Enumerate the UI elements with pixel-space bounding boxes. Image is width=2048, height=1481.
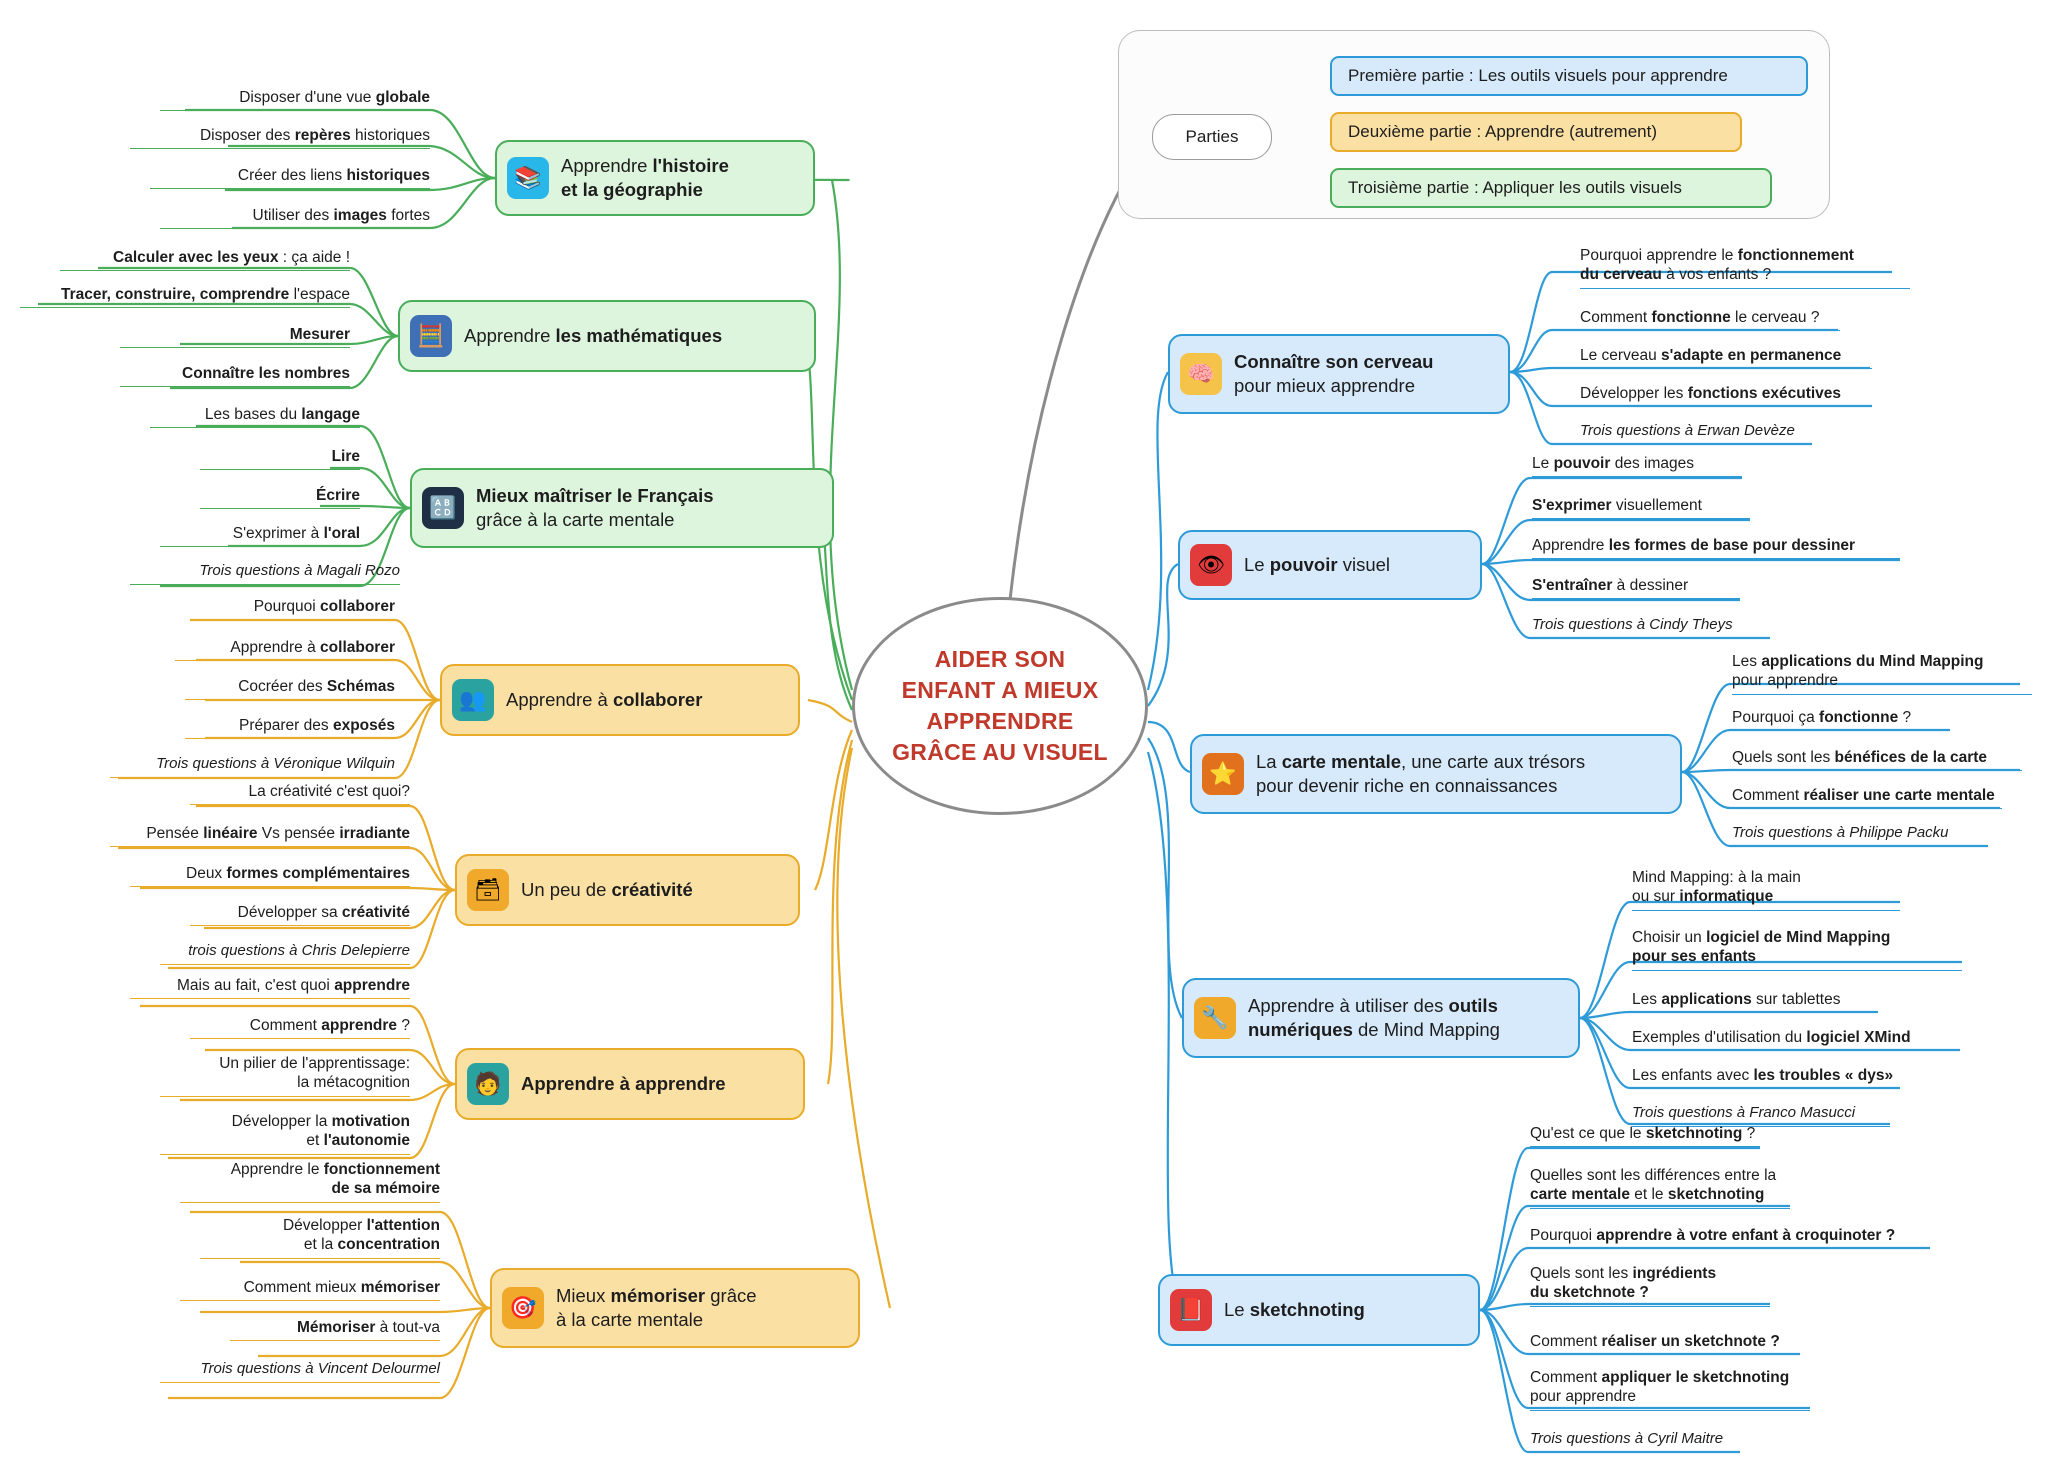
branch-carte-mentale-label: La carte mentale, une carte aux trésors pour devenir riche en connaissances (1256, 750, 1586, 796)
leaf-creativite-2[interactable]: Pensée linéaire Vs pensée irradiante (110, 824, 410, 847)
leaf-histoire-3[interactable]: Créer des liens historiques (150, 166, 430, 189)
branch-cerveau[interactable] (1168, 334, 1510, 414)
leaf-francais-2[interactable]: Lire (200, 447, 360, 470)
branch-pouvoir-visuel[interactable] (1178, 530, 1482, 600)
leaf-sketch-5[interactable]: Comment réaliser un sketchnote ? (1530, 1332, 1800, 1355)
student-icon: 🧑 (467, 1063, 509, 1105)
leaf-cerveau-1[interactable]: Pourquoi apprendre le fonctionnement du cerveau à vos enfants ? (1580, 246, 1910, 289)
parties-node[interactable] (1152, 114, 1272, 160)
brain-icon: 🧠 (1180, 353, 1222, 395)
target-icon: 🎯 (502, 1287, 544, 1329)
branch-outils-numeriques[interactable] (1182, 978, 1580, 1058)
leaf-creativite-5[interactable]: trois questions à Chris Delepierre (160, 942, 410, 965)
branch-cerveau-label: Connaître son cerveau pour mieux apprendre (1234, 350, 1434, 396)
leaf-outils-2[interactable]: Choisir un logiciel de Mind Mapping pour ses enfants (1632, 928, 1962, 971)
leaf-memoriser-3[interactable]: Comment mieux mémoriser (180, 1278, 440, 1301)
leaf-memoriser-4[interactable]: Mémoriser à tout-va (230, 1318, 440, 1341)
leaf-sketch-2[interactable]: Quelles sont les différences entre la carte mentale et le sketchnoting (1530, 1166, 1790, 1209)
branch-histoire-label: Apprendre l'histoire et la géographie (561, 154, 729, 200)
central-topic-label: AIDER SON ENFANT A MIEUX APPRENDRE GRÂCE AU VISUEL (892, 645, 1108, 766)
leaf-memoriser-2[interactable]: Développer l'attention et la concentration (200, 1216, 440, 1259)
leaf-outils-6[interactable]: Trois questions à Franco Masucci (1632, 1104, 1890, 1127)
leaf-histoire-4[interactable]: Utiliser des images fortes (160, 206, 430, 229)
central-topic[interactable] (852, 597, 1148, 815)
leaf-carte-3[interactable]: Quels sont les bénéfices de la carte (1732, 748, 2022, 771)
collaborate-icon: 👥 (452, 679, 494, 721)
partie-1-box[interactable] (1330, 56, 1808, 96)
leaf-sketch-6[interactable]: Comment appliquer le sketchnoting pour apprendre (1530, 1368, 1810, 1411)
branch-pouvoir-visuel-label: Le pouvoir visuel (1244, 553, 1391, 575)
leaf-pouvoir-3[interactable]: Apprendre les formes de base pour dessiner (1532, 536, 1900, 559)
leaf-collaborer-4[interactable]: Préparer des exposés (185, 716, 395, 739)
branch-creativite-label: Un peu de créativité (521, 878, 693, 900)
leaf-maths-3[interactable]: Mesurer (120, 325, 350, 348)
branch-sketchnoting-label: Le sketchnoting (1224, 1298, 1365, 1320)
branch-apprendre-label: Apprendre à apprendre (521, 1072, 726, 1094)
leaf-outils-1[interactable]: Mind Mapping: à la main ou sur informatique (1632, 868, 1900, 911)
parties-node-label: Parties (1185, 127, 1239, 146)
leaf-collaborer-2[interactable]: Apprendre à collaborer (175, 638, 395, 661)
branch-mathematiques[interactable] (398, 300, 816, 372)
calculator-icon: 🧮 (410, 315, 452, 357)
leaf-apprendre-4[interactable]: Développer la motivation et l'autonomie (160, 1112, 410, 1155)
books-icon: 📚 (507, 157, 549, 199)
branch-francais[interactable] (410, 468, 834, 548)
leaf-carte-2[interactable]: Pourquoi ça fonctionne ? (1732, 708, 1950, 731)
leaf-collaborer-1[interactable]: Pourquoi collaborer (190, 597, 395, 620)
branch-collaborer-label: Apprendre à collaborer (506, 688, 703, 710)
leaf-cerveau-3[interactable]: Le cerveau s'adapte en permanence (1580, 346, 1872, 369)
leaf-histoire-2[interactable]: Disposer des repères historiques (130, 126, 430, 149)
partie-3-box[interactable] (1330, 168, 1772, 208)
branch-outils-numeriques-label: Apprendre à utiliser des outils numériques de Mind Mapping (1248, 994, 1500, 1040)
partie-3-label: Troisième partie : Appliquer les outils visuels (1348, 178, 1682, 197)
leaf-cerveau-2[interactable]: Comment fonctionne le cerveau ? (1580, 308, 1840, 331)
leaf-apprendre-2[interactable]: Comment apprendre ? (190, 1016, 410, 1039)
leaf-maths-2[interactable]: Tracer, construire, comprendre l'espace (20, 285, 350, 308)
notebook-icon: 📕 (1170, 1289, 1212, 1331)
leaf-francais-4[interactable]: S'exprimer à l'oral (160, 524, 360, 547)
tools-icon: 🔧 (1194, 997, 1236, 1039)
leaf-pouvoir-1[interactable]: Le pouvoir des images (1532, 454, 1742, 477)
leaf-outils-3[interactable]: Les applications sur tablettes (1632, 990, 1878, 1013)
leaf-pouvoir-2[interactable]: S'exprimer visuellement (1532, 496, 1750, 519)
leaf-creativite-4[interactable]: Développer sa créativité (190, 903, 410, 926)
leaf-sketch-7[interactable]: Trois questions à Cyril Maitre (1530, 1430, 1740, 1453)
leaf-apprendre-3[interactable]: Un pilier de l'apprentissage: la métacognition (160, 1054, 410, 1097)
branch-apprendre[interactable] (455, 1048, 805, 1120)
leaf-carte-5[interactable]: Trois questions à Philippe Packu (1732, 824, 1988, 847)
branch-histoire[interactable] (495, 140, 815, 216)
leaf-cerveau-5[interactable]: Trois questions à Erwan Devèze (1580, 422, 1812, 445)
leaf-maths-1[interactable]: Calculer avec les yeux : ça aide ! (60, 248, 350, 271)
leaf-outils-5[interactable]: Les enfants avec les troubles « dys» (1632, 1066, 1900, 1089)
branch-sketchnoting[interactable] (1158, 1274, 1480, 1346)
idea-box-icon: 🗃 (467, 869, 509, 911)
leaf-cerveau-4[interactable]: Développer les fonctions exécutives (1580, 384, 1872, 407)
leaf-creativite-1[interactable]: La créativité c'est quoi? (190, 782, 410, 805)
partie-2-label: Deuxième partie : Apprendre (autrement) (1348, 122, 1657, 141)
branch-mathematiques-label: Apprendre les mathématiques (464, 324, 723, 346)
branch-francais-label: Mieux maîtriser le Français grâce à la carte mentale (476, 484, 714, 530)
leaf-francais-1[interactable]: Les bases du langage (150, 405, 360, 428)
leaf-creativite-3[interactable]: Deux formes complémentaires (130, 864, 410, 887)
leaf-pouvoir-4[interactable]: S'entraîner à dessiner (1532, 576, 1740, 599)
partie-2-box[interactable] (1330, 112, 1742, 152)
leaf-carte-4[interactable]: Comment réaliser une carte mentale (1732, 786, 2002, 809)
leaf-memoriser-1[interactable]: Apprendre le fonctionnement de sa mémoire (180, 1160, 440, 1203)
leaf-carte-1[interactable]: Les applications du Mind Mapping pour apprendre (1732, 652, 2032, 695)
star-map-icon: ⭐ (1202, 753, 1244, 795)
branch-collaborer[interactable] (440, 664, 800, 736)
branch-memoriser[interactable] (490, 1268, 860, 1348)
leaf-maths-4[interactable]: Connaître les nombres (120, 364, 350, 387)
leaf-sketch-4[interactable]: Quels sont les ingrédients du sketchnote ? (1530, 1264, 1770, 1307)
leaf-collaborer-5[interactable]: Trois questions à Véronique Wilquin (110, 755, 395, 778)
partie-1-label: Première partie : Les outils visuels pour apprendre (1348, 66, 1728, 85)
leaf-apprendre-1[interactable]: Mais au fait, c'est quoi apprendre (130, 976, 410, 999)
leaf-histoire-1[interactable]: Disposer d'une vue globale (160, 88, 430, 111)
leaf-sketch-1[interactable]: Qu'est ce que le sketchnoting ? (1530, 1124, 1760, 1147)
branch-carte-mentale[interactable] (1190, 734, 1682, 814)
leaf-francais-5[interactable]: Trois questions à Magali Rozo (130, 562, 400, 585)
abc-icon: 🔠 (422, 487, 464, 529)
branch-creativite[interactable] (455, 854, 800, 926)
leaf-pouvoir-5[interactable]: Trois questions à Cindy Theys (1532, 616, 1770, 639)
leaf-francais-3[interactable]: Écrire (200, 486, 360, 509)
leaf-collaborer-3[interactable]: Cocréer des Schémas (185, 677, 395, 700)
leaf-memoriser-5[interactable]: Trois questions à Vincent Delourmel (160, 1360, 440, 1383)
leaf-sketch-3[interactable]: Pourquoi apprendre à votre enfant à croquinoter ? (1530, 1226, 1930, 1249)
eye-icon: 👁 (1190, 544, 1232, 586)
leaf-outils-4[interactable]: Exemples d'utilisation du logiciel XMind (1632, 1028, 1960, 1051)
branch-memoriser-label: Mieux mémoriser grâce à la carte mentale (556, 1284, 757, 1330)
